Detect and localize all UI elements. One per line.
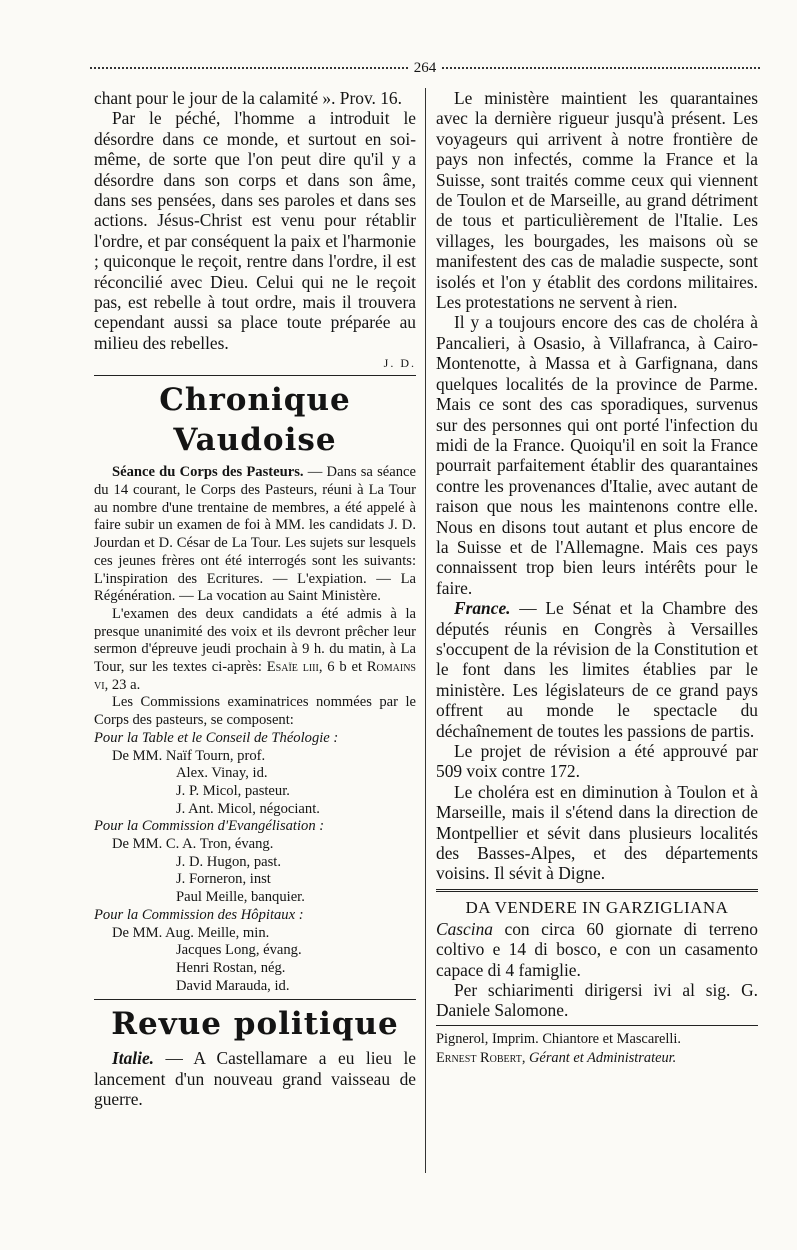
paragraph: Il y a toujours encore des cas de choléra à Pancalieri, à Osasio, à Villafranca, à Cairo-Montenotte, à Massa et à Garfignana, dans quelques localités de la province de Parme. Mais ce sont des cas sporadiques, survenus sur des personnes qui ont porté l'infection du midi de la France. Quoiqu'il en soit la France pourrait parfaitement établir des quarantaines contre les provenances d'Italie, avec autant de raison que nous les maintenons contre elle. Nous en disons tout autant et plus encore de la Suisse et de l'Allemagne. Mais ces pays connaissent trop bien leurs intérêts pour le faire.: [436, 312, 758, 598]
gerant-line: [436, 1049, 758, 1068]
list-heading: Pour la Commission d'Evangélisation :: [94, 818, 325, 835]
scripture-ref: Esaïe liii: [266, 659, 319, 676]
gerant-role: Gérant et Administrateur.: [525, 1049, 677, 1066]
paragraph-text: L'examen des deux candidats a été admis à la presque unanimité des voix et ils devront prêcher leur sermon d'épreuve jeudi prochain à 9 h. du matin, à La Tour, sur les textes ci-après:: [94, 605, 416, 676]
lead-heading: France.: [454, 598, 511, 619]
column-divider: [425, 88, 426, 1173]
section-rule: [94, 375, 416, 376]
list-item: J. Ant. Micol, négociant.: [176, 800, 320, 817]
paragraph: Le projet de révision a été approuvé par 509 voix contre 172.: [436, 741, 758, 782]
header-ornament-left: [90, 67, 408, 75]
ad-lead: Cascina: [436, 918, 494, 939]
paragraph: Les Commissions examinatrices nommées par le Corps des pasteurs, se composent:: [94, 694, 416, 729]
ad-title: DA VENDERE IN GARZIGLIANA: [465, 897, 729, 917]
list-item: De MM. Naïf Tourn, prof.: [112, 747, 266, 764]
paragraph: [436, 598, 758, 741]
scripture-ref: Romains vi: [94, 659, 416, 693]
list-heading: Pour la Table et le Conseil de Théologie :: [94, 729, 339, 746]
header-ornament-right: [442, 67, 760, 75]
paragraph: [94, 464, 416, 606]
list-item: De MM. Aug. Meille, min.: [112, 924, 270, 941]
page-header: [90, 56, 760, 80]
right-column: [436, 88, 758, 1068]
paragraph: Le ministère maintient les quarantaines avec la dernière rigueur jusqu'à présent. Les voyageurs qui arrivent à notre frontière de pays non infectés, comme la France et la Suisse, sont traités comme ceux qui viennent de Toulon et de Marseille, au grand détriment de tous et particulièrement de l'Italie. Les villages, les bourgades, les maisons où se manifestent des cas de maladie suspecte, sont isolés et l'on y établit des cordons militaires. Les protestations ne servent à rien.: [436, 88, 758, 313]
paragraph: [94, 1048, 416, 1109]
gerant-name: Ernest Robert,: [436, 1049, 526, 1066]
paragraph: Par le péché, l'homme a introduit le désordre dans ce monde, et surtout en soi-même, de sorte que l'on peut dire qu'il y a désordre dans son corps et dans son âme, dans ses pensées, dans ses paroles et dans ses actions. Jésus-Christ est venu pour rétablir l'ordre, et par conséquent la paix et l'harmonie ; quiconque le reçoit, rentre dans l'ordre, il est réconcilié avec Dieu. Celui qui ne le reçoit pas, est rebelle à tout ordre, mais il trouvera cependant aussi sa place toute préparée au milieu des rebelles.: [94, 108, 416, 353]
list-item: J. P. Micol, pasteur.: [176, 782, 290, 799]
lead-heading: Séance du Corps des Pasteurs.: [112, 464, 304, 481]
lead-heading: Italie.: [112, 1048, 155, 1069]
list-heading: Pour la Commission des Hôpitaux :: [94, 906, 304, 923]
ad-paragraph: [436, 919, 758, 980]
commission-evangelisation: [94, 818, 416, 907]
ad-rule: [436, 889, 758, 892]
page-number: 264: [413, 59, 437, 76]
imprint-rule: [436, 1025, 758, 1026]
list-item: Alex. Vinay, id.: [176, 765, 268, 782]
paragraph-text: con circa 60 giornate di terreno coltivo e 14 di bosco, e con un casamento capace di 4 famiglie.: [436, 918, 758, 980]
paragraph: Le choléra est en diminution à Toulon et à Marseille, mais il s'étend dans la direction de Montpellier et sévit dans plusieurs localités des Basses-Alpes, et des départements voisins. Il sévit à Digne.: [436, 781, 758, 884]
list-item: Henri Rostan, nég.: [176, 959, 286, 976]
paragraph-text: — Dans sa séance du 14 courant, le Corps des Pasteurs, réuni à La Tour au nombre d'une trentaine de membres, a été appelé à faire subir un examen de foi à MM. les candidats J. D. Jourdan et D. César de La Tour. Les sujets sur lesquels ces jeunes frères ont été interrogés sont les suivants: L'inspiration des Ecritures. — L'expiation. — La Régénération. — La vocation au Saint Ministère.: [94, 464, 416, 605]
article-block: [94, 108, 416, 371]
paragraph-text: — Le Sénat et la Chambre des députés réunis en Congrès à Versailles s'occupent de la révision de la Constitution et le font dans les limites établies par le ministère. Les législateurs de ce grand pays offrent au monde le spectacle du déchaînement de toutes les passions de partis.: [436, 598, 758, 741]
section-title-chronique: Chronique Vaudoise: [159, 382, 351, 459]
list-item: De MM. C. A. Tron, évang.: [112, 836, 274, 853]
section-title-revue: Revue politique: [111, 1006, 399, 1043]
paragraph-text: , 23 a.: [104, 676, 141, 693]
list-item: Paul Meille, banquier.: [176, 889, 305, 906]
imprint-line: Pignerol, Imprim. Chiantore et Mascarelli.: [436, 1030, 681, 1047]
commission-table: [94, 730, 416, 819]
author-signature: J. D.: [383, 356, 416, 371]
ad-paragraph: Per schiarimenti dirigersi ivi al sig. G. Daniele Salomone.: [436, 980, 758, 1021]
section-rule: [94, 999, 416, 1000]
paragraph-text: — A Castellamare a eu lieu le lancement d'un nouveau grand vaisseau de guerre.: [94, 1048, 416, 1110]
commission-hopitaux: [94, 907, 416, 996]
paragraph: chant pour le jour de la calamité ». Prov. 16.: [94, 88, 402, 108]
left-column: [94, 88, 416, 1110]
list-item: J. Forneron, inst: [176, 871, 271, 888]
paragraph: [94, 606, 416, 695]
list-item: David Marauda, id.: [176, 977, 290, 994]
list-item: Jacques Long, évang.: [176, 942, 302, 959]
paragraph-text: , 6 b et: [318, 659, 367, 676]
list-item: J. D. Hugon, past.: [176, 853, 281, 870]
